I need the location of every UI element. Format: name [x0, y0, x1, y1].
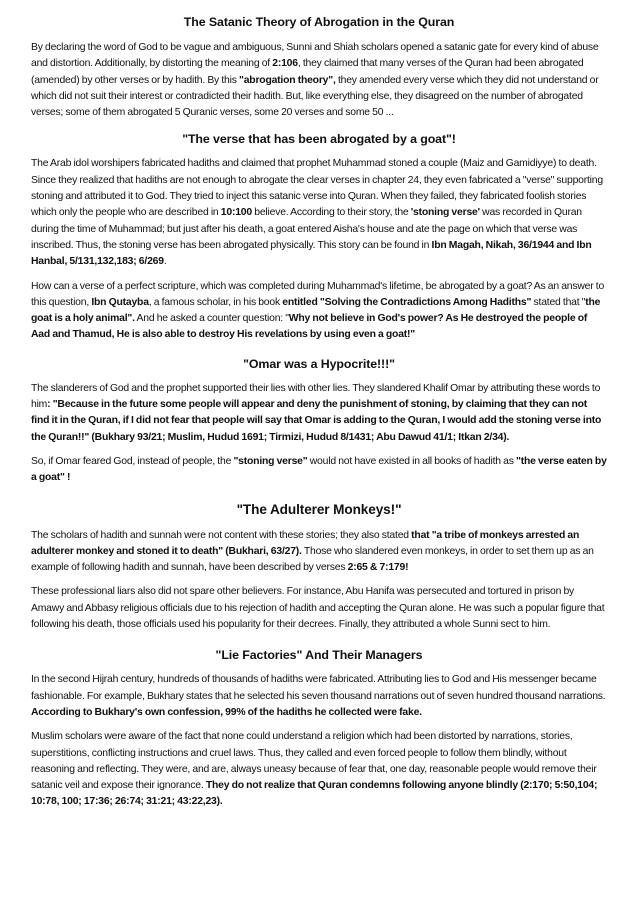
- monkeys-paragraph-1: The scholars of hadith and sunnah were not content with these stories; they also stated that "a tribe of monkeys arrested an adulterer monkey and stoned it to death" (Bukhari, 63/27). Those who slandered even monkeys, in order to set them up as an example of following hadith and sunnah, have been described by verses 2:65 & 7:179!: [31, 529, 594, 574]
- section-heading-lie-factories: "Lie Factories" And Their Managers: [215, 648, 423, 663]
- abrogation-theory-term: "abrogation theory",: [239, 74, 336, 86]
- monkeys-paragraph-2: These professional liars also did not spare other believers. For instance, Abu Hanifa was persecuted and tortured in prison by Amawy and Abbasy religious officials due to his rejection of hadith and accepting the Quran alone. He was such a popular figure that following his death, those officials used his popularity for their decrees. Finally, they attributed a whole Sunni sect to him.: [31, 586, 605, 631]
- intro-paragraph: By declaring the word of God to be vague and ambiguous, Sunni and Shiah scholars opened a satanic gate for every kind of abuse and distortion. Additionally, by distorting the meaning of 2:106, they claimed that many verses of the Quran had been abrogated (amended) by other verses or by hadith. By this "abrogation theory", they amended every verse which they did not understand or which did not suit their interest or contradicted their hadith. But, like everything else, they disagreed on the number of abrogated verses; some of them abrogated 5 Quranic verses, some 20 verses and some 50 ...: [31, 42, 599, 119]
- omar-paragraph-2: So, if Omar feared God, instead of people, the "stoning verse" would not have existed in all books of hadith as "the verse eaten by a goat" !: [31, 455, 607, 484]
- section-heading-omar: "Omar was a Hypocrite!!!": [243, 356, 395, 371]
- goat-paragraph-2: How can a verse of a perfect scripture, which was completed during Muhammad's lifetime, be abrogated by a goat? As an answer to this question, Ibn Qutayba, a famous scholar, in his book entitled "Solving the Contradictions Among Hadiths" stated that "the goat is a holy animal". And he asked a counter question: "Why not believe in God's power? As He destroyed the people of Aad and Thamud, He is also able to destroy His revelations by using even a goat!": [31, 280, 605, 341]
- section-heading-monkeys: "The Adulterer Monkeys!": [236, 501, 402, 517]
- lie-factories-paragraph-2: Muslim scholars were aware of the fact that none could understand a religion which had been distorted by narrations, stories, superstitions, conflicting instructions and cruel laws. Thus, they called and even forced people to follow them blindly, without reasoning and reflecting. They were, and are, always uneasy because of fear that, one day, reasonable people would remove their satanic veil and expose their ignorance. They do not realize that Quran condemns following anyone blindly (2:170; 5:50,104; 10:78, 100; 17:36; 26:74; 31:21; 43:22,23).: [31, 731, 598, 808]
- verse-reference: 2:106: [272, 58, 298, 70]
- hadith-references: Ibn Magah, Nikah, 36/1944 and Ibn Hanbal, 5/131,132,183; 6/269: [31, 239, 592, 268]
- goat-paragraph-1: The Arab idol worshipers fabricated hadiths and claimed that prophet Muhammad stoned a couple (Maiz and Gamidiyye) to death. Since they realized that hadiths are not enough to abrogate the clear verses in chapter 24, they even fabricated a "verse" supporting stoning and attributed it to God. They tried to inject this satanic verse into Quran. When they failed, they fabricated foolish stories which only the people who are described in 10:100 believe. According to their story, the 'stoning verse' was recorded in Quran during the time of Muhammad; but just after his death, a goat entered Aisha's house and ate the page on which that verse was inscribed. Thus, the stoning verse has been abrogated physically. This story can be found in Ibn Magah, Nikah, 36/1944 and Ibn Hanbal, 5/131,132,183; 6/269.: [31, 158, 603, 268]
- page-title: The Satanic Theory of Abrogation in the Quran: [183, 15, 455, 29]
- lie-factories-paragraph-1: In the second Hijrah century, hundreds of thousands of hadiths were fabricated. Attributing lies to God and His messenger became fashionable. For example, Bukhary states that he selected his seven thousand narrations out of seven hundred thousand narrations. According to Bukhary's own confession, 99% of the hadiths he collected were fake.: [31, 674, 606, 718]
- omar-paragraph-1: The slanderers of God and the prophet supported their lies with other lies. They slandered Khalif Omar by attributing these words to him: "Because in the future some people will appear and deny the punishment of stoning, by claiming that they can not find it in the Quran, if I did not fear that people will say that Omar is adding to the Quran, I would add the stoning verse into the Quran!!" (Bukhary 93/21; Muslim, Hudud 1691; Tirmizi, Hudud 8/1431; Abu Dawud 41/1; Itkan 2/34).: [31, 382, 602, 443]
- section-heading-goat: "The verse that has been abrogated by a goat"!: [182, 132, 456, 147]
